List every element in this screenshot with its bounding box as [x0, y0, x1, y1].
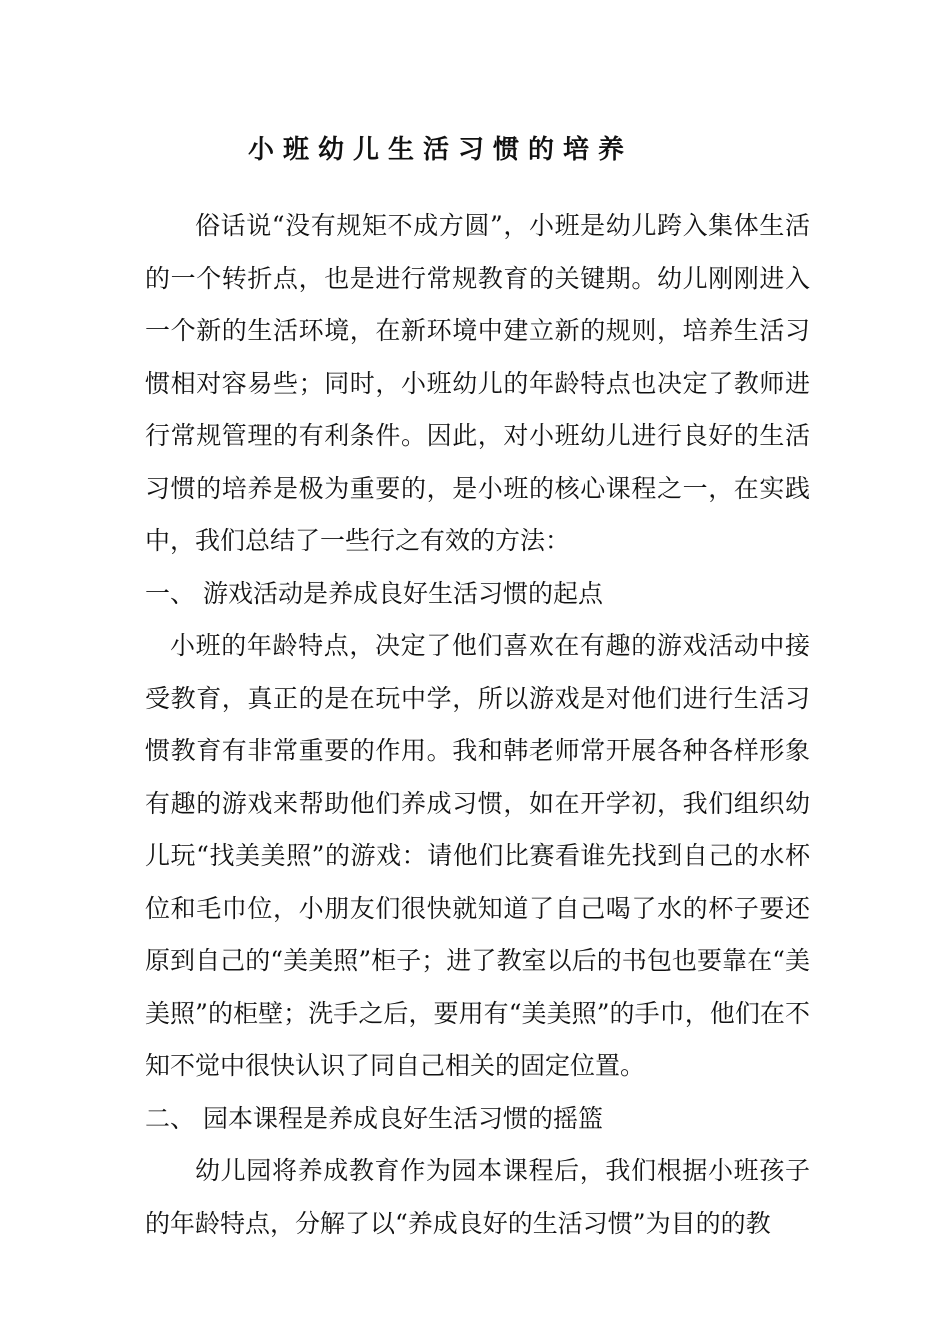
section-title-2: 园本课程是养成良好生活习惯的摇篮: [203, 1103, 604, 1133]
document-title: 小班幼儿生活习惯的培养: [248, 135, 634, 165]
section-heading-2: [145, 1093, 810, 1146]
section-number-2: 二、: [145, 1103, 196, 1133]
section-2-paragraph: 幼儿园将养成教育作为园本课程后，我们根据小班孩子的年龄特点，分解了以“养成良好的生活习惯”为目的的教: [145, 1156, 810, 1238]
section-title-1: 游戏活动是养成良好生活习惯的起点: [203, 578, 604, 608]
section-number-1: 一、: [145, 578, 196, 608]
intro-paragraph: 俗话说“没有规矩不成方圆”，小班是幼儿跨入集体生活的一个转折点，也是进行常规教育的关键期。幼儿刚刚进入一个新的生活环境，在新环境中建立新的规则，培养生活习惯相对容易些；同时，小班幼儿的年龄特点也决定了教师进行常规管理的有利条件。因此，对小班幼儿进行良好的生活习惯的培养是极为重要的，是小班的核心课程之一，在实践中，我们总结了一些行之有效的方法：: [145, 211, 810, 555]
section-heading-1: [145, 568, 810, 621]
document-body: [145, 200, 810, 1250]
section-1-paragraph: 小班的年龄特点，决定了他们喜欢在有趣的游戏活动中接受教育，真正的是在玩中学，所以游戏是对他们进行生活习惯教育有非常重要的作用。我和韩老师常开展各种各样形象有趣的游戏来帮助他们养成习惯，如在开学初，我们组织幼儿玩“找美美照”的游戏：请他们比赛看谁先找到自己的水杯位和毛巾位，小朋友们很快就知道了自己喝了水的杯子要还原到自己的“美美照”柜子；进了教室以后的书包也要靠在“美美照”的柜壁；洗手之后，要用有“美美照”的手巾，他们在不知不觉中很快认识了同自己相关的固定位置。: [145, 631, 810, 1080]
